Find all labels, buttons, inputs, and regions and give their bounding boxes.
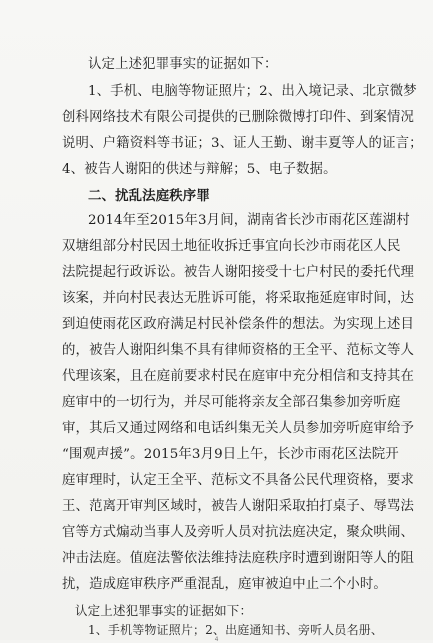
section-heading: 二、扰乱法庭秩序罪 [88,188,210,204]
body-line: 王、范离开审判区域时，被告人谢阳采取拍打桌子、辱骂法 [62,499,415,514]
body-line: 该案，并向村民表达无胜诉可能，将采取拖延庭审时间，达 [62,291,415,306]
body-line: 庭审理时，认定王全平、范标文不具备公民代理资格，要求 [62,473,415,488]
evidence-line: 1、手机、电脑等物证照片；2、出入境记录、北京微梦 [88,84,417,99]
body-line: 2014年至2015年3月间，湖南省长沙市雨花区莲湖村 [88,213,410,228]
evidence-line: 1、手机等物证照片；2、出庭通知书、旁听人员名册、 [88,623,384,637]
body-line: “围观声援”。2015年3月9日上午，长沙市雨花区法院开 [62,447,399,462]
body-line: 法院提起行政诉讼。被告人谢阳接受十七户村民的委托代理 [62,265,415,280]
body-line: 双塘组部分村民因土地征收拆迁事宜向长沙市雨花区人民 [62,239,401,254]
evidence-line: 创科网络技术有限公司提供的已删除微博打印件、到案情况 [62,110,415,125]
body-line: 冲击法庭。值庭法警依法维持法庭秩序时遭到谢阳等人的阻 [62,551,415,566]
body-line: 代理该案，且在庭前要求村民在庭审中充分相信和支持其在 [62,369,415,384]
evidence-line: 说明、户籍资料等书证；3、证人王勤、谢丰夏等人的证言； [62,136,423,151]
body-line: 庭审中的一切行为，并尽可能将亲友全部召集参加旁听庭 [62,395,401,410]
evidence-intro-2: 认定上述犯罪事实的证据如下： [75,603,253,618]
body-line: 审，其后又通过网络和电话纠集无关人员参加旁听庭审给予 [62,421,415,436]
evidence-intro-1: 认定上述犯罪事实的证据如下： [88,57,278,72]
body-line: 官等方式煽动当事人及旁听人员对抗法庭决定，聚众哄闹、 [62,525,415,540]
body-line: 到迫使雨花区政府满足村民补偿条件的想法。为实现上述目 [62,317,415,332]
body-line: 的，被告人谢阳纠集不具有律师资格的王全平、范标文等人 [62,343,415,358]
body-line: 扰，造成庭审秩序严重混乱，庭审被迫中止二个小时。 [62,577,387,592]
page-number: 4 [214,636,219,643]
evidence-line: 4、被告人谢阳的供述与辩解；5、电子数据。 [62,162,337,177]
